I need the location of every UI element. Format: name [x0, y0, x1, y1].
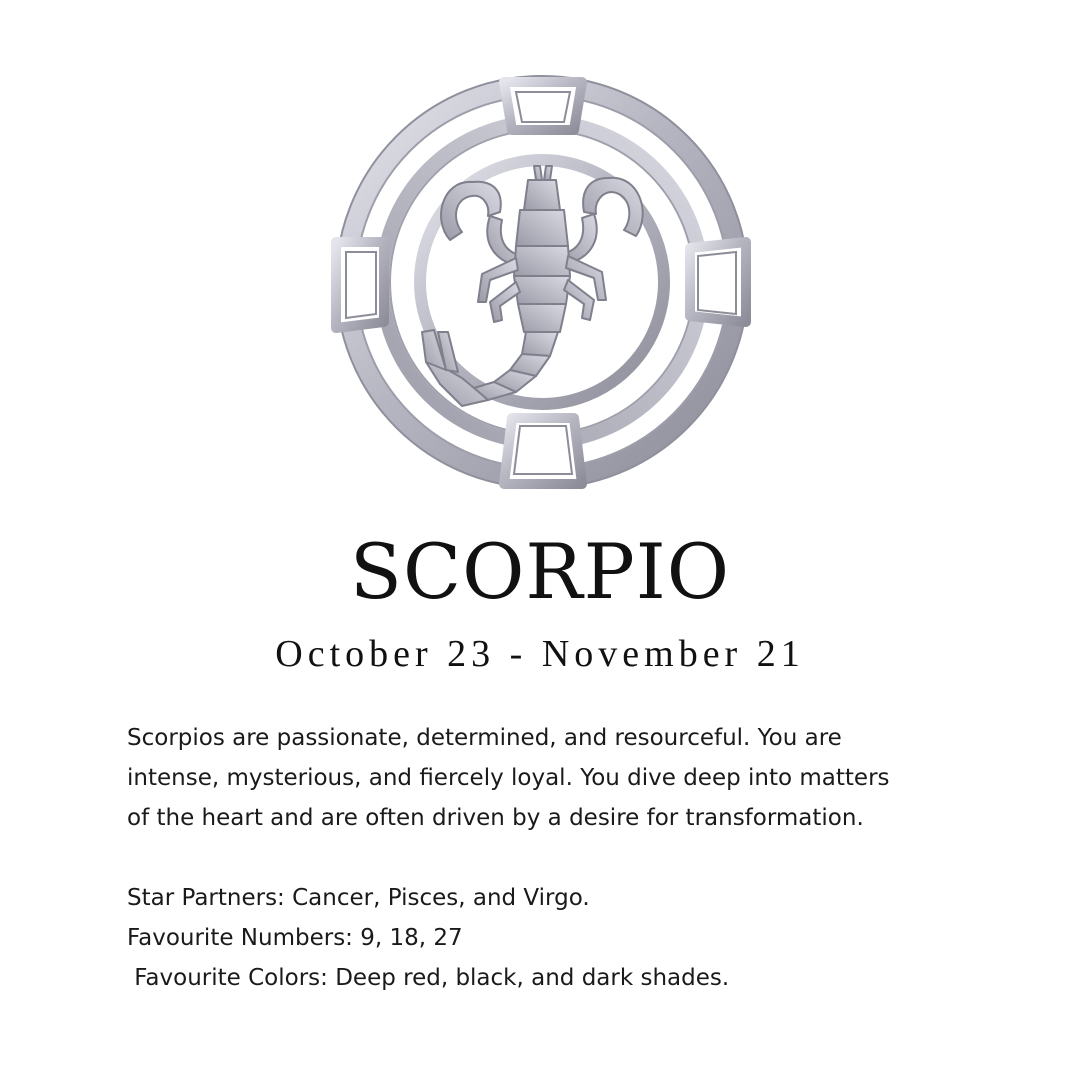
favourite-numbers-line: Favourite Numbers: 9, 18, 27: [127, 925, 463, 951]
favourite-colors-line: Favourite Colors: Deep red, black, and dark shades.: [127, 965, 730, 991]
scorpio-medallion-icon: [322, 70, 762, 500]
page-title: SCORPIO: [349, 527, 731, 616]
star-partners-line: Star Partners: Cancer, Pisces, and Virgo.: [127, 885, 590, 911]
description-paragraph: Scorpios are passionate, determined, and resourceful. You are intense, mysterious, and fiercely loyal. You dive deep into matters of the heart and are often driven by a desire for transformation.: [127, 725, 890, 831]
date-range: October 23 - November 21: [275, 633, 805, 675]
